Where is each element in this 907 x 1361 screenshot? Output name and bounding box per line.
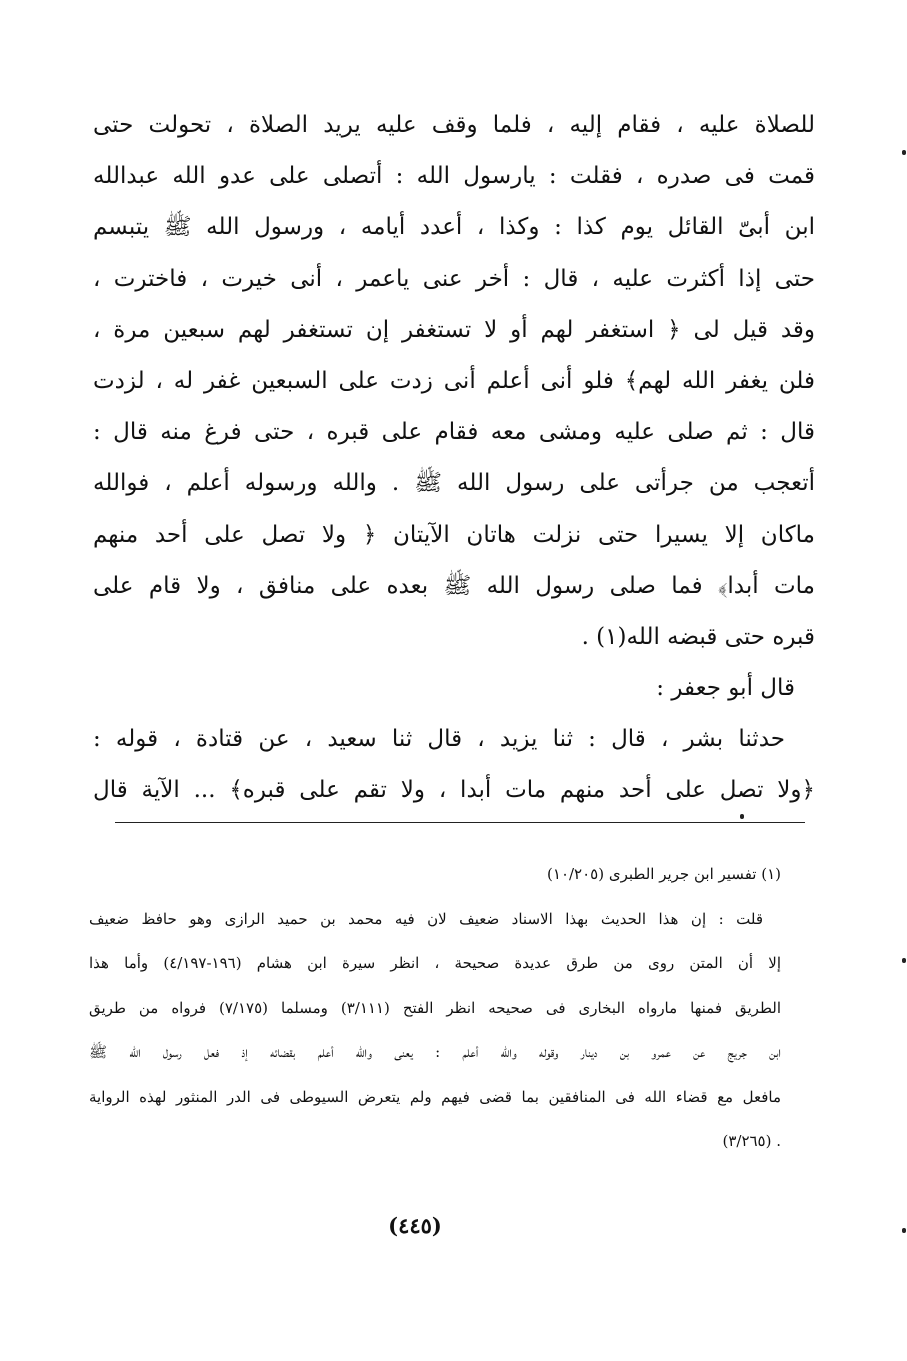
- footnote-line: إلا أن المتن روى من طرق عديدة صحيحة ، انظر سيرة ابن هشام (١٩٦-٤/١٩٧) وأما هذا: [89, 954, 782, 972]
- footnote-line: الطريق فمنها مارواه البخارى فى صحيحه انظر الفتح (٣/١١١) ومسلما (٧/١٧٥) فرواه من طريق: [89, 998, 781, 1017]
- main-text-line: حتى إذا أكثرت عليه ، قال : أخر عنى ياعمر ، أنى خيرت ، فاخترت ،: [93, 265, 815, 292]
- margin-mark: [902, 1228, 906, 1233]
- main-text-line: قال : ثم صلى عليه ومشى معه فقام على قبره ، حتى فرغ منه قال :: [93, 419, 815, 446]
- main-text-line: ابن أبىّ القائل يوم كذا : وكذا ، أعدد أيامه ، ورسول الله ﷺ يتبسم: [93, 214, 815, 241]
- main-text-line: حدثنا بشر ، قال : ثنا يزيد ، قال ثنا سعيد ، عن قتادة ، قوله :: [93, 726, 785, 753]
- margin-mark: [902, 150, 906, 155]
- main-text-line: ﴿ولا تصل على أحد منهم مات أبدا ، ولا تقم على قبره﴾ ... الآية قال: [93, 777, 815, 804]
- footnote-line: قلت : إن هذا الحديث بهذا الاسناد ضعيف لان فيه محمد بن حميد الرازى وهو حافظ ضعيف: [89, 909, 763, 928]
- footnote-reference: (١) تفسير ابن جرير الطبرى (١٠/٢٠٥): [547, 865, 781, 883]
- main-text-line: قبره حتى قبضه الله(١) .: [581, 623, 815, 650]
- footnote-line: ابن جريج عن عمرو بن دينار وقوله والله أعلم : يعنى والله أعلم بقضائه إذ فعل رسول الله ﷺ: [89, 1043, 781, 1061]
- main-text-line: أتعجب من جرأتى على رسول الله ﷺ . والله ورسوله أعلم ، فوالله: [93, 470, 815, 497]
- page-number: (٤٤٥): [388, 1213, 442, 1238]
- footnotes-block: [89, 852, 781, 1164]
- main-text-line: قمت فى صدره ، فقلت : يارسول الله : أتصلى على عدو الله عبدالله: [93, 163, 815, 190]
- main-text-block: [93, 100, 815, 817]
- main-text-line: للصلاة عليه ، فقام إليه ، فلما وقف عليه يريد الصلاة ، تحولت حتى: [93, 112, 815, 138]
- footnote-separator: [115, 822, 805, 823]
- section-heading: قال أبو جعفر :: [656, 675, 795, 702]
- main-text-line: فلن يغفر الله لهم﴾ فلو أنى أعلم أنى زدت على السبعين غفر له ، لزدت: [93, 367, 815, 394]
- footnote-line: مافعل مع قضاء الله فى المنافقين بما قضى فيهم ولم يتعرض السيوطى فى الدر المنثور لهذه الرواية: [89, 1087, 781, 1106]
- main-text-line: مات أبدا﴾ فما صلى رسول الله ﷺ بعده على منافق ، ولا قام على: [93, 572, 815, 599]
- main-text-line: وقد قيل لى ﴿ استغفر لهم أو لا تستغفر إن تستغفر لهم سبعين مرة ،: [93, 316, 815, 343]
- footnote-line: . (٣/٢٦٥): [722, 1132, 781, 1150]
- main-text-line: ماكان إلا يسيرا حتى نزلت هاتان الآيتان ﴿ ولا تصل على أحد منهم: [93, 521, 815, 548]
- separator-mark: [740, 814, 744, 819]
- margin-mark: [902, 958, 906, 963]
